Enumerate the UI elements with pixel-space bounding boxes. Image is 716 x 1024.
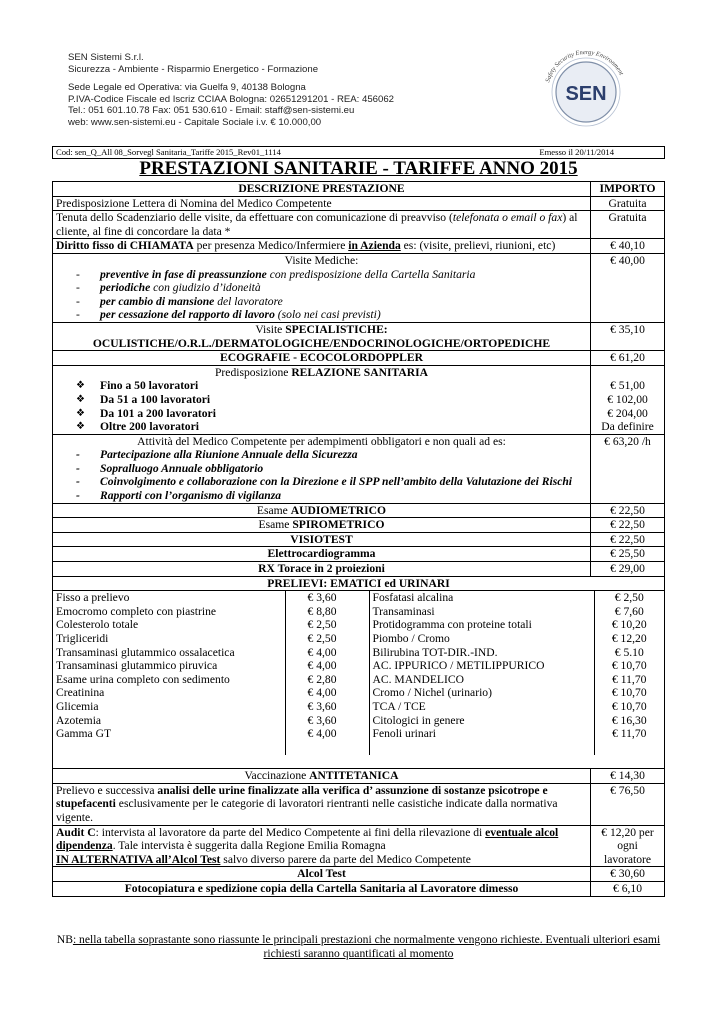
letterhead	[68, 48, 628, 142]
prelievi-left-amount: € 4,00	[285, 646, 369, 660]
issue-date: Emesso il 20/11/2014	[539, 147, 614, 157]
prelievi-item-row	[53, 591, 664, 605]
prelievi-right-name: TCA / TCE	[369, 700, 594, 714]
list-item: ❖ Fino a 50 lavoratori	[76, 379, 587, 393]
row-description: Audit C: intervista al lavoratore da parte del Medico Competente ai fini della rilevazione di eventuale alcol dipendenza. Tale intervista è suggerita dalla Regione Emilia Romagna IN ALTERNATIVA all’Alcol Test salvo diverso parere da parte del Medico Competente	[53, 825, 591, 867]
row-amount: € 22,50	[591, 532, 665, 547]
prelievi-right-name: Piombo / Cromo	[369, 632, 594, 646]
row-amount: Gratuita	[591, 211, 665, 239]
prelievi-left-amount: € 2,50	[285, 632, 369, 646]
row-description: RX Torace in 2 proiezioni	[53, 562, 591, 577]
prelievi-left-amount: € 3,60	[285, 591, 369, 605]
prelievi-right-name: AC. IPPURICO / METILIPPURICO	[369, 659, 594, 673]
list-item: - Partecipazione alla Riunione Annuale della Sicurezza	[76, 448, 587, 462]
prelievi-right-name: Fosfatasi alcalina	[369, 591, 594, 605]
prelievi-item-row	[53, 659, 664, 673]
company-address: Sede Legale ed Operativa: via Guelfa 9, 40138 Bologna	[68, 82, 306, 94]
table-row	[53, 239, 665, 254]
row-amount: € 63,20 /h	[591, 434, 665, 503]
prelievi-left-amount: € 3,60	[285, 714, 369, 728]
row-description: Predisposizione Lettera di Nomina del Medico Competente	[53, 196, 591, 211]
prelievi-left-amount: € 4,00	[285, 659, 369, 673]
svg-text:Safety Security Energy Environ: Safety Security Energy Environment	[544, 48, 625, 84]
prelievi-item-row	[53, 727, 664, 741]
prelievi-right-amount: € 11,70	[612, 727, 647, 741]
prelievi-left-name: Emocromo completo con piastrine	[53, 605, 285, 619]
row-amount: € 35,10	[591, 322, 665, 350]
row-amount: € 30,60	[591, 867, 665, 882]
prelievi-item-row	[53, 605, 664, 619]
row-description: Elettrocardiogramma	[53, 547, 591, 562]
row-amount: € 40,00	[591, 253, 665, 322]
prelievi-right-amount: € 10,70	[611, 699, 647, 713]
company-fiscal: P.IVA-Codice Fiscale ed Iscriz CCIAA Bologna: 02651291201 - REA: 456062	[68, 93, 395, 105]
header-description: DESCRIZIONE PRESTAZIONE	[53, 182, 591, 197]
company-web: web: www.sen-sistemi.eu - Capitale Sociale i.v. € 10.000,00	[68, 116, 322, 128]
prelievi-left-name: Transaminasi glutammico ossalacetica	[53, 646, 285, 660]
list-item: - per cambio di mansione del lavoratore	[76, 295, 587, 309]
prelievi-right-name: Protidogramma con proteine totali	[369, 618, 594, 632]
table-row	[53, 365, 665, 434]
row-description: Attività del Medico Competente per adempimenti obbligatori e non quali ad es: - Partecipazione alla Riunione Annuale della Sicurezza - Sopralluogo Annuale obbligatorio - Coinvolgimento e collaborazione con la Direzione e il SPP nell’ambito della Valutazione dei Rischi - Rapporti con l’organismo di vigilanza	[53, 434, 591, 503]
prelievi-right-amount: € 10,20	[611, 618, 647, 632]
row-amount: € 76,50	[591, 783, 665, 825]
table-row	[53, 211, 665, 239]
table-row	[53, 769, 665, 784]
prelievi-item-row	[53, 632, 664, 646]
table-row	[53, 547, 665, 562]
prelievi-item-row	[53, 646, 664, 660]
table-row	[53, 532, 665, 547]
prelievi-left-name: Colesterolo totale	[53, 618, 285, 632]
row-description: Visite Mediche: - preventive in fase di preassunzione con predisposizione della Cartella Sanitaria - periodiche con giudizio d’idoneità - per cambio di mansione del lavoratore - per cessazione del rapporto di lavoro (solo nei casi previsti)	[53, 253, 591, 322]
row-amount: € 14,30	[591, 769, 665, 784]
table-row	[53, 351, 665, 366]
row-description: Alcol Test	[53, 867, 591, 882]
prelievi-item-row	[53, 700, 664, 714]
prelievi-right-name: Fenoli urinari	[369, 727, 594, 741]
list-item: ❖ Oltre 200 lavoratori	[76, 420, 587, 434]
prelievi-left-amount: € 8,80	[285, 605, 369, 619]
prelievi-right-name: Bilirubina TOT-DIR.-IND.	[369, 646, 594, 660]
company-phone: Tel.: 051 601.10.78 Fax: 051 530.610 - Email: staff@sen-sistemi.eu	[68, 105, 355, 117]
row-amount: € 29,00	[591, 562, 665, 577]
row-amount: Gratuita	[591, 196, 665, 211]
row-description: Esame SPIROMETRICO	[53, 518, 591, 533]
row-description: Tenuta dello Scadenziario delle visite, da effettuare con comunicazione di preavviso (telefonata o email o fax) al cliente, al fine di concordare la data *	[53, 211, 591, 239]
prelievi-left-name: Creatinina	[53, 686, 285, 700]
prelievi-header-row	[53, 576, 665, 591]
prelievi-right-amount: € 2,50	[614, 591, 644, 605]
company-name: SEN Sistemi S.r.l.	[68, 52, 144, 63]
row-amount: € 12,20 per ogni lavoratore	[591, 825, 665, 867]
prelievi-right-amount: € 10,70	[611, 686, 647, 700]
row-amount: € 22,50	[591, 503, 665, 518]
prelievi-item-row	[53, 714, 664, 728]
prelievi-left-amount: € 4,00	[285, 686, 369, 700]
prelievi-left-name: Trigliceridi	[53, 632, 285, 646]
prelievi-left-name: Fisso a prelievo	[53, 591, 285, 605]
list-item: - Coinvolgimento e collaborazione con la Direzione e il SPP nell’ambito della Valutazione dei Rischi	[76, 475, 587, 489]
prelievi-left-amount: € 3,60	[285, 700, 369, 714]
prelievi-right-amount: € 12,20	[611, 632, 647, 645]
row-description: VISIOTEST	[53, 532, 591, 547]
list-item: - preventive in fase di preassunzione con predisposizione della Cartella Sanitaria	[76, 268, 587, 282]
prelievi-left-name: Glicemia	[53, 700, 285, 714]
row-description: Esame AUDIOMETRICO	[53, 503, 591, 518]
row-description: ECOGRAFIE - ECOCOLORDOPPLER	[53, 351, 591, 366]
prelievi-left-name: Esame urina completo con sedimento	[53, 673, 285, 687]
logo-text: SEN	[565, 83, 607, 105]
prelievi-left-name: Transaminasi glutammico piruvica	[53, 659, 285, 673]
row-description: Diritto fisso di CHIAMATA per presenza Medico/Infermiere in Azienda es: (visite, prelievi, riunioni, etc)	[53, 239, 591, 254]
prelievi-left-name: Gamma GT	[53, 727, 285, 741]
list-item: - Rapporti con l’organismo di vigilanza	[76, 489, 587, 503]
prelievi-item-row	[53, 618, 664, 632]
list-item: - Sopralluogo Annuale obbligatorio	[76, 462, 587, 476]
prelievi-right-amount: € 10,70	[611, 659, 647, 673]
table-row	[53, 503, 665, 518]
table-row	[53, 322, 665, 350]
table-row	[53, 881, 665, 896]
prelievi-table	[53, 591, 664, 755]
prelievi-right-amount: € 5.10	[614, 645, 644, 659]
row-description: Fotocopiatura e spedizione copia della Cartella Sanitaria al Lavoratore dimesso	[53, 881, 591, 896]
prelievi-right-name: Cromo / Nichel (urinario)	[369, 686, 594, 700]
table-row	[53, 562, 665, 577]
row-amount: € 51,00 € 102,00 € 204,00 Da definire	[591, 365, 665, 434]
prelievi-right-name: AC. MANDELICO	[369, 673, 594, 687]
table-row	[53, 825, 665, 867]
prelievi-left-name: Azotemia	[53, 714, 285, 728]
prelievi-right-amount: € 16,30	[611, 713, 647, 727]
footnote: NB: nella tabella soprastante sono riassunte le principali prestazioni che normalmente vengono richieste. Eventuali ulteriori esami richiesti saranno quantificati al momento	[56, 933, 661, 960]
tariff-table	[52, 181, 665, 897]
prelievi-right-name: Transaminasi	[369, 605, 594, 619]
prelievi-right-name: Citologici in genere	[369, 714, 594, 728]
prelievi-item-row	[53, 686, 664, 700]
prelievi-row	[53, 591, 665, 769]
list-item: - periodiche con giudizio d’idoneità	[76, 281, 587, 295]
prelievi-left-amount: € 2,80	[285, 673, 369, 687]
table-header-row	[53, 182, 665, 197]
table-row	[53, 196, 665, 211]
row-description: Vaccinazione ANTITETANICA	[53, 769, 591, 784]
row-description: Predisposizione RELAZIONE SANITARIA ❖ Fino a 50 lavoratori ❖ Da 51 a 100 lavoratori ❖ Da 101 a 200 lavoratori ❖ Oltre 200 lavoratori	[53, 365, 591, 434]
row-description: Visite SPECIALISTICHE: OCULISTICHE/O.R.L./DERMATOLOGICHE/ENDOCRINOLOGICHE/ORTOPEDICHE	[53, 322, 591, 350]
table-row	[53, 783, 665, 825]
document-code: Cod: sen_Q_All 08_Sorvegl Sanitaria_Tariffe 2015_Rev01_1114	[56, 147, 281, 157]
company-tagline: Sicurezza - Ambiente - Risparmio Energetico - Formazione	[68, 63, 319, 75]
table-row	[53, 434, 665, 503]
page-title: PRESTAZIONI SANITARIE - TARIFFE ANNO 2015	[139, 158, 578, 179]
row-amount: € 6,10	[591, 881, 665, 896]
table-row	[53, 867, 665, 882]
row-amount: € 40,10	[591, 239, 665, 254]
company-info	[68, 52, 394, 129]
prelievi-left-amount: € 4,00	[285, 727, 369, 741]
prelievi-right-amount: € 11,70	[612, 672, 647, 686]
row-amount: € 25,50	[591, 547, 665, 562]
prelievi-left-amount: € 2,50	[285, 618, 369, 632]
row-description: Prelievo e successiva analisi delle urine finalizzate alla verifica d’ assunzione di sostanze psicotrope e stupefacenti esclusivamente per le categorie di lavoratori rientranti nelle casistiche indicate dalla normativa vigente.	[53, 783, 591, 825]
prelievi-item-row	[53, 673, 664, 687]
list-item: ❖ Da 51 a 100 lavoratori	[76, 393, 587, 407]
header-amount: IMPORTO	[591, 182, 665, 197]
table-row	[53, 253, 665, 322]
table-row	[53, 518, 665, 533]
list-item: ❖ Da 101 a 200 lavoratori	[76, 407, 587, 421]
row-amount: € 22,50	[591, 518, 665, 533]
list-item: - per cessazione del rapporto di lavoro (solo nei casi previsti)	[76, 308, 587, 322]
row-amount: € 61,20	[591, 351, 665, 366]
prelievi-right-amount: € 7,60	[614, 604, 644, 618]
prelievi-header: PRELIEVI: EMATICI ed URINARI	[53, 576, 665, 591]
company-logo	[538, 44, 634, 140]
